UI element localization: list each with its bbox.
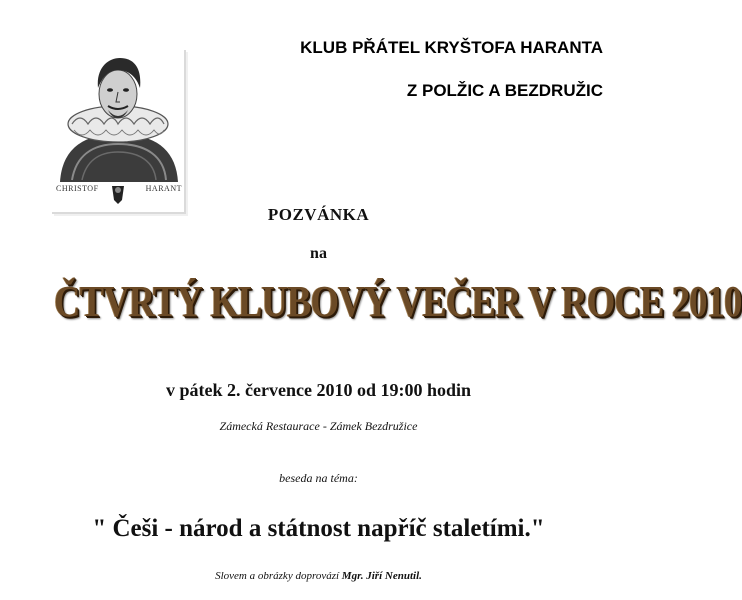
event-venue: Zámecká Restaurace - Zámek Bezdružice [219,419,418,433]
portrait-caption-left: CHRISTOF [56,184,99,193]
credits [0,570,637,582]
topic-intro: beseda na téma: [279,471,358,485]
topic-title: " Češi - národ a státnost napříč staletími." [92,515,545,542]
credits-speaker-name: Mgr. Jiří Nenutil. [341,570,422,582]
club-name-line-1: KLUB PŘÁTEL KRYŠTOFA HARANTA [300,38,603,57]
credits-prefix: Slovem a obrázky doprovází [215,570,342,582]
portrait-caption-right: HARANT [145,184,182,193]
club-name-line-2: Z POLŽIC A BEZDRUŽIC [406,81,603,100]
invitation-connector: na [310,245,327,262]
portrait-image [52,50,186,214]
invitation-title: POZVÁNKA [267,205,370,224]
evening-title: ČTVRTÝ KLUBOVÝ VEČER V ROCE 2010 [54,277,742,326]
event-date: v pátek 2. července 2010 od 19:00 hodin [166,380,471,400]
